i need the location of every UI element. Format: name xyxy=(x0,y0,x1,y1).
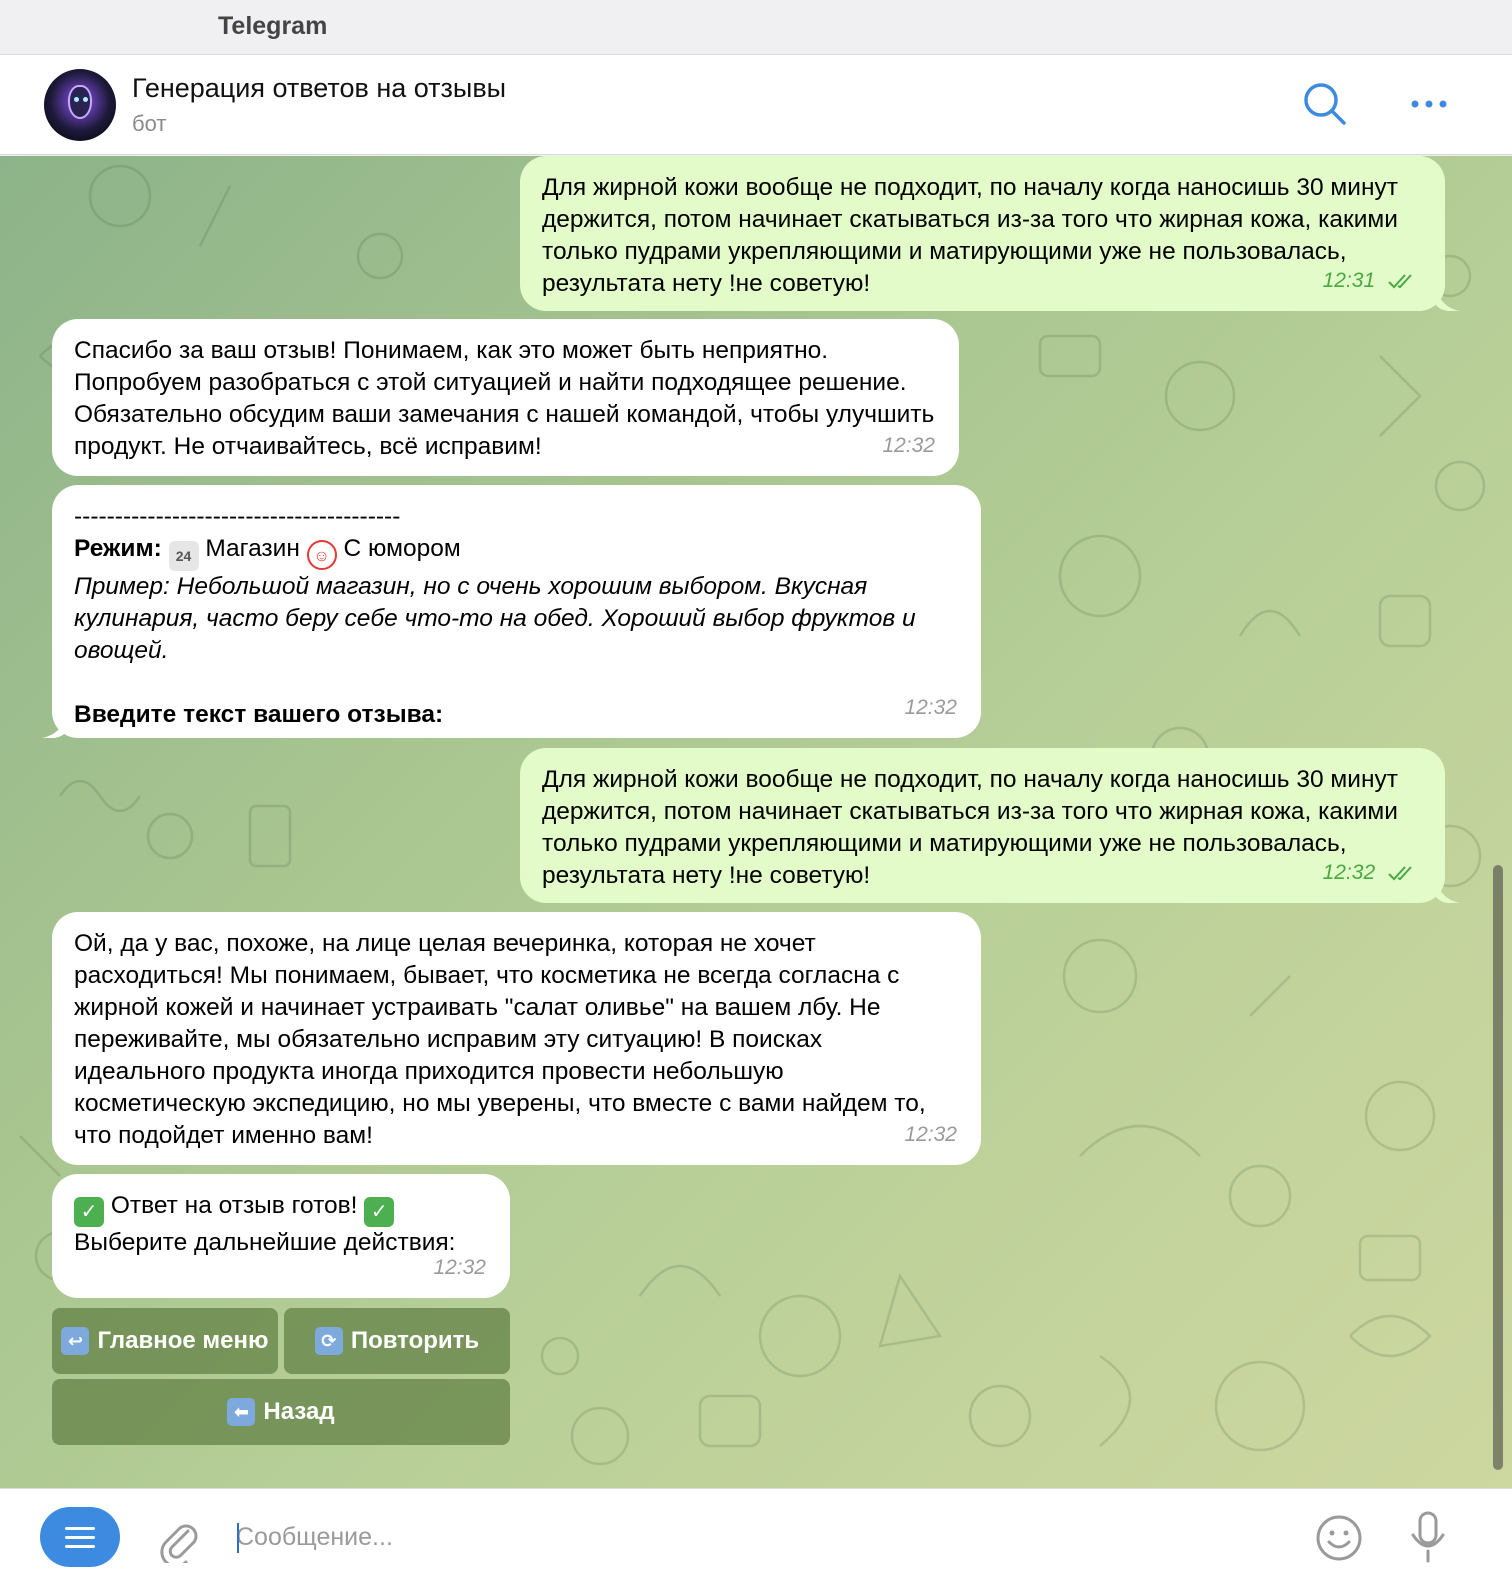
repeat-label: Повторить xyxy=(350,1327,480,1354)
bubble-tail xyxy=(1436,287,1466,311)
mode-shop: Магазин xyxy=(205,535,300,562)
emoji-button[interactable] xyxy=(1314,1513,1364,1563)
done-line xyxy=(74,1190,488,1227)
message-time: 12:32 xyxy=(433,1256,486,1279)
main-menu-button[interactable] xyxy=(52,1308,278,1374)
message-composer xyxy=(0,1488,1512,1586)
read-ticks-icon xyxy=(1387,864,1417,882)
done-text: Ответ на отзыв готов! xyxy=(110,1192,358,1219)
back-label: Назад xyxy=(263,1398,335,1425)
bot-menu-button[interactable] xyxy=(40,1507,120,1567)
message-outgoing[interactable] xyxy=(520,156,1445,311)
message-text: Для жирной кожи вообще не подходит, по началу когда наносишь 30 минут держится, потом начинает скатываться из-за того что жирная кожа, какими только пудрами укрепляющими и матирующими уже не пользовалась, результата нету !не советую! xyxy=(542,766,1405,889)
choose-text: Выберите дальнейшие действия: xyxy=(74,1229,456,1256)
text-caret xyxy=(237,1523,239,1553)
example-text: Пример: Небольшой магазин, но с очень хорошим выбором. Вкусная кулинария, часто беру себе что-то на обед. Хороший выбор фруктов и овощей. xyxy=(74,573,916,664)
chat-area[interactable] xyxy=(0,156,1512,1488)
search-button[interactable] xyxy=(1300,79,1350,129)
mode-line xyxy=(74,533,959,571)
attach-button[interactable] xyxy=(156,1515,200,1563)
search-icon xyxy=(1300,79,1350,129)
message-time: 12:32 xyxy=(904,1123,957,1146)
message-time: 12:32 xyxy=(882,434,935,457)
message-incoming[interactable] xyxy=(52,319,959,476)
microphone-icon xyxy=(1408,1509,1448,1565)
smiley-icon xyxy=(1314,1513,1364,1563)
message-time: 12:32 xyxy=(904,696,957,719)
window-titlebar xyxy=(0,0,1512,55)
message-incoming-done[interactable] xyxy=(52,1174,510,1298)
store-emoji-icon: 24 xyxy=(169,541,199,571)
message-incoming-mode[interactable] xyxy=(52,485,981,738)
voice-button[interactable] xyxy=(1408,1509,1448,1565)
check-mark-icon: ✓ xyxy=(364,1197,394,1227)
mode-humor: С юмором xyxy=(343,535,461,562)
repeat-icon: ⟳ xyxy=(315,1327,343,1355)
back-button[interactable] xyxy=(52,1379,510,1445)
more-button[interactable] xyxy=(1404,79,1454,129)
message-incoming[interactable] xyxy=(52,912,981,1165)
scrollbar[interactable] xyxy=(1493,865,1503,1470)
check-mark-icon: ✓ xyxy=(74,1197,104,1227)
read-ticks-icon xyxy=(1387,272,1417,290)
bubble-tail xyxy=(1436,879,1466,903)
message-time: 12:32 xyxy=(1323,857,1417,889)
avatar[interactable] xyxy=(44,69,116,141)
back-arrow-icon: ⬅ xyxy=(227,1398,255,1426)
repeat-button[interactable] xyxy=(284,1308,510,1374)
chat-title[interactable]: Генерация ответов на отзывы xyxy=(132,73,507,103)
message-text: Ой, да у вас, похоже, на лице целая вечеринка, которая не хочет расходиться! Мы понимаем, бывает, что косметика не всегда согласна с жирной кожей и начинает устраивать "салат оливье" на вашем лбу. Не переживайте, мы обязательно исправим эту ситуацию! В поисках идеального продукта иногда приходится провести небольшую косметическую экспедицию, но мы уверены, что вместе с вами найдем то, что подойдет именно вам! xyxy=(74,930,933,1149)
app-title: Telegram xyxy=(218,12,328,40)
message-time: 12:31 xyxy=(1323,265,1417,297)
message-outgoing[interactable] xyxy=(520,748,1445,903)
chat-subtitle: бот xyxy=(132,111,167,136)
prompt-text: Введите текст вашего отзыва: xyxy=(74,701,444,728)
menu-icon xyxy=(65,1527,95,1530)
bubble-tail xyxy=(36,714,66,738)
main-menu-label: Главное меню xyxy=(97,1327,269,1354)
more-icon xyxy=(1404,79,1454,129)
message-input[interactable] xyxy=(236,1511,1276,1563)
return-arrow-icon: ↩ xyxy=(61,1327,89,1355)
clown-emoji-icon: ☺ xyxy=(307,540,337,570)
message-text: Спасибо за ваш отзыв! Понимаем, как это может быть неприятно. Попробуем разобраться с этой ситуацией и найти подходящее решение. Обязательно обсудим ваши замечания с нашей командой, чтобы улучшить продукт. Не отчаивайтесь, всё исправим! xyxy=(74,337,942,460)
divider-line: ---------------------------------------- xyxy=(74,503,401,530)
message-text: Для жирной кожи вообще не подходит, по началу когда наносишь 30 минут держится, потом начинает скатываться из-за того что жирная кожа, какими только пудрами укрепляющими и матирующими уже не пользовалась, результата нету !не советую! xyxy=(542,174,1405,297)
mode-label: Режим: xyxy=(74,535,162,562)
chat-header xyxy=(0,55,1512,155)
paperclip-icon xyxy=(156,1515,200,1563)
